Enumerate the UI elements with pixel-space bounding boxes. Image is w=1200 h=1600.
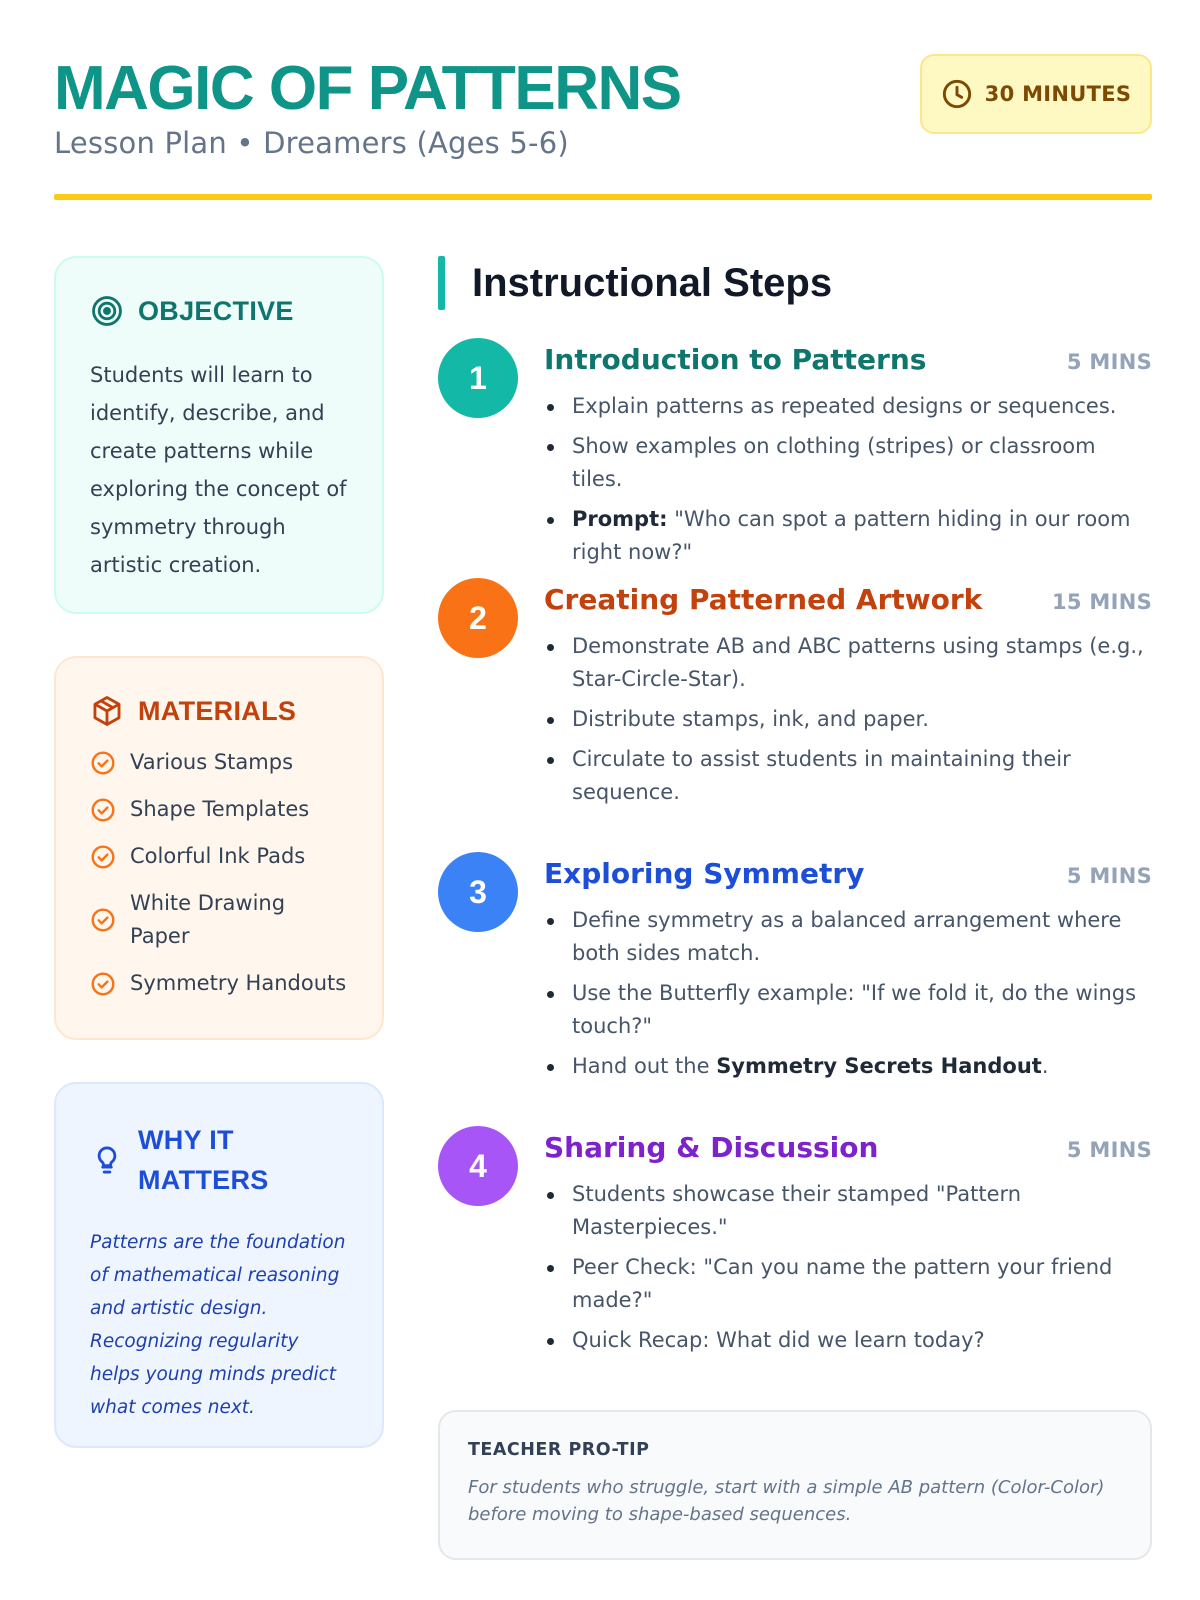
materials-item [90,967,348,1000]
objective-card [54,256,384,614]
bullet-text: Circulate to assist students in maintaining their sequence. [572,747,1071,804]
step-bullet [544,430,1152,496]
section-heading: Instructional Steps [472,261,833,305]
step-duration: 5 MINS [1066,350,1152,374]
check-circle-icon [90,907,116,933]
bullet-trail: . [1041,1054,1049,1078]
step-header [544,578,1152,624]
materials-item [90,840,348,873]
step-number-badge: 3 [438,852,518,932]
page-subtitle: Lesson Plan • Dreamers (Ages 5-6) [54,126,569,160]
page-title: MAGIC OF PATTERNS [54,54,681,123]
step-body [544,852,1152,1090]
materials-item-label: Shape Templates [130,797,310,821]
step-title: Creating Patterned Artwork [544,583,983,616]
step-bullet [544,390,1152,423]
bullet-text: Show examples on clothing (stripes) or classroom tiles. [572,434,1096,491]
materials-item-label: Symmetry Handouts [130,971,347,995]
step-title: Introduction to Patterns [544,343,927,376]
tip-heading: TEACHER PRO-TIP [468,1440,650,1460]
why-heading: WHY IT MATTERS [138,1125,269,1195]
step-header [544,852,1152,898]
step-bullet [544,503,1152,569]
bullet-text: Hand out the [572,1054,717,1078]
check-circle-icon [90,750,116,776]
materials-item-label: Various Stamps [130,750,294,774]
step-body [544,338,1152,576]
step-duration: 5 MINS [1066,864,1152,888]
step-bullets [544,904,1152,1083]
section-title-accent [438,256,445,310]
materials-item-label: White Drawing Paper [130,891,286,948]
why-it-matters-card [54,1082,384,1448]
check-circle-icon [90,797,116,823]
bullet-text: Explain patterns as repeated designs or sequences. [572,394,1117,418]
step-header [544,1126,1152,1172]
materials-item [90,793,348,826]
bullet-text: Use the Butterfly example: "If we fold it, do the wings touch?" [572,981,1137,1038]
duration-text: 30 MINUTES [984,82,1132,106]
why-text: Patterns are the foundation of mathematical reasoning and artistic design. Recognizing regularity helps young minds predict what comes next. [90,1232,346,1418]
step-bullet [544,904,1152,970]
section-title [438,256,1152,310]
step-number-badge: 4 [438,1126,518,1206]
step-bullets [544,1178,1152,1357]
step-bullet [544,1050,1152,1083]
materials-item [90,746,348,779]
duration-badge [920,54,1152,134]
why-header [90,1120,348,1200]
step-title: Exploring Symmetry [544,857,865,890]
header-divider [54,194,1152,200]
step-duration: 15 MINS [1051,590,1152,614]
step-bullets [544,390,1152,569]
clock-icon [941,78,973,110]
bullet-text: Peer Check: "Can you name the pattern your friend made?" [572,1255,1113,1312]
bullet-text: Demonstrate AB and ABC patterns using stamps (e.g., Star-Circle-Star). [572,634,1144,691]
check-circle-icon [90,971,116,997]
lightbulb-icon [90,1143,124,1177]
step-body [544,1126,1152,1364]
tip-text: For students who struggle, start with a simple AB pattern (Color-Color) before moving to shape-based sequences. [468,1477,1105,1525]
materials-header [90,694,348,728]
step-bullet [544,1324,1152,1357]
bullet-bold: Symmetry Secrets Handout [716,1054,1042,1078]
step-number-badge: 1 [438,338,518,418]
objective-text: Students will learn to identify, describe, and create patterns while exploring the concept of symmetry through artistic creation. [90,363,347,577]
step-number-badge: 2 [438,578,518,658]
bullet-text: "Who can spot a pattern hiding in our room right now?" [572,507,1131,564]
bullet-lead: Prompt: [572,507,668,531]
objective-heading: OBJECTIVE [138,295,294,326]
step-bullet [544,977,1152,1043]
materials-list [90,746,348,1000]
step-bullet [544,630,1152,696]
step-bullets [544,630,1152,809]
step-title: Sharing & Discussion [544,1131,879,1164]
bullet-text: Students showcase their stamped "Pattern Masterpieces." [572,1182,1022,1239]
lesson-header [54,52,1152,202]
materials-heading: MATERIALS [138,695,297,726]
step-header [544,338,1152,384]
instructional-steps-section [438,256,1152,310]
materials-item-label: Colorful Ink Pads [130,844,306,868]
materials-card [54,656,384,1040]
target-icon [90,294,124,328]
bullet-text: Define symmetry as a balanced arrangement where both sides match. [572,908,1122,965]
step-duration: 5 MINS [1066,1138,1152,1162]
check-circle-icon [90,844,116,870]
box-icon [90,694,124,728]
step-bullet [544,1178,1152,1244]
teacher-tip-box [438,1410,1152,1560]
step-bullet [544,1251,1152,1317]
step-body [544,578,1152,816]
bullet-text: Distribute stamps, ink, and paper. [572,707,929,731]
objective-header [90,294,348,328]
step-bullet [544,743,1152,809]
bullet-text: Quick Recap: What did we learn today? [572,1328,985,1352]
step-bullet [544,703,1152,736]
materials-item [90,887,290,953]
